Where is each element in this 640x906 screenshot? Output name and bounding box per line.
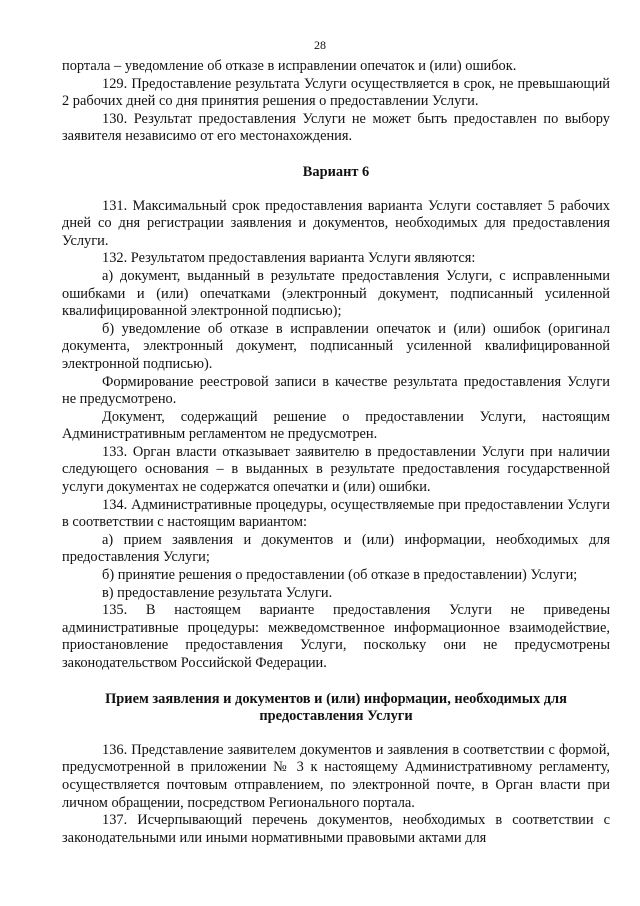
- paragraph-136: 136. Представление заявителем документов и заявления в соответствии с формой, предусмотренной в приложении № 3 к настоящему Административному регламенту, осуществляется почтовым отправлением, по электронной почте, в Орган власти при личном обращении, посредством Регионального портала.: [62, 741, 610, 811]
- paragraph-134: 134. Административные процедуры, осуществляемые при предоставлении Услуги в соответствии с настоящим вариантом:: [62, 496, 610, 531]
- paragraph-132: 132. Результатом предоставления варианта Услуги являются:: [102, 250, 476, 267]
- section-heading-variant-6: Вариант 6: [302, 163, 370, 180]
- section-heading-reception: [62, 691, 610, 726]
- paragraph-133: 133. Орган власти отказывает заявителю в предоставлении Услуги при наличии следующего основания – в выданных в результате предоставления государственной услуги документах не содержатся опечатки и (или) ошибки.: [62, 443, 610, 496]
- section-heading-reception-line2: предоставления Услуги: [259, 708, 413, 725]
- document-body: [62, 58, 610, 847]
- paragraph-continuation: портала – уведомление об отказе в исправлении опечаток и (или) ошибок.: [62, 58, 517, 74]
- paragraph-135: 135. В настоящем варианте предоставления Услуги не приведены административные процедуры: межведомственное информационное взаимодействие, приостановление предоставления Услуги, поскольку они не предусмотрены законодательством Российской Федерации.: [62, 602, 610, 671]
- paragraph-registry-record: Формирование реестровой записи в качестве результата предоставления Услуги не предусмотрено.: [62, 373, 610, 408]
- list-item-132-b: б) уведомление об отказе в исправлении опечаток и (или) ошибок (оригинал документа, электронный документ, подписанный усиленной квалифицированной электронной подписью).: [62, 320, 610, 372]
- page-number: 28: [314, 38, 326, 52]
- paragraph-decision-document: Документ, содержащий решение о предоставлении Услуги, настоящим Административным регламентом не предусмотрен.: [62, 408, 610, 443]
- paragraph-131: 131. Максимальный срок предоставления варианта Услуги составляет 5 рабочих дней со дня регистрации заявления и документов, необходимых для предоставления Услуги.: [62, 197, 610, 249]
- section-heading-reception-line1: Прием заявления и документов и (или) информации, необходимых для: [105, 690, 567, 707]
- list-item-132-a: а) документ, выданный в результате предоставления Услуги, с исправленными ошибками и (или) опечатками (электронный документ, подписанный усиленной квалифицированной электронной подписью);: [62, 267, 610, 320]
- list-item-134-a: а) прием заявления и документов и (или) информации, необходимых для предоставления Услуги;: [62, 531, 610, 566]
- paragraph-130: 130. Результат предоставления Услуги не может быть предоставлен по выбору заявителя независимо от его местонахождения.: [62, 110, 610, 145]
- paragraph-129: 129. Предоставление результата Услуги осуществляется в срок, не превышающий 2 рабочих дней со дня принятия решения о предоставлении Услуги.: [62, 75, 610, 110]
- list-item-134-c: в) предоставление результата Услуги.: [102, 584, 333, 601]
- list-item-134-b: б) принятие решения о предоставлении (об отказе в предоставлении) Услуги;: [102, 567, 578, 584]
- paragraph-137: 137. Исчерпывающий перечень документов, необходимых в соответствии с законодательными или иными нормативными правовыми актами для: [62, 812, 610, 846]
